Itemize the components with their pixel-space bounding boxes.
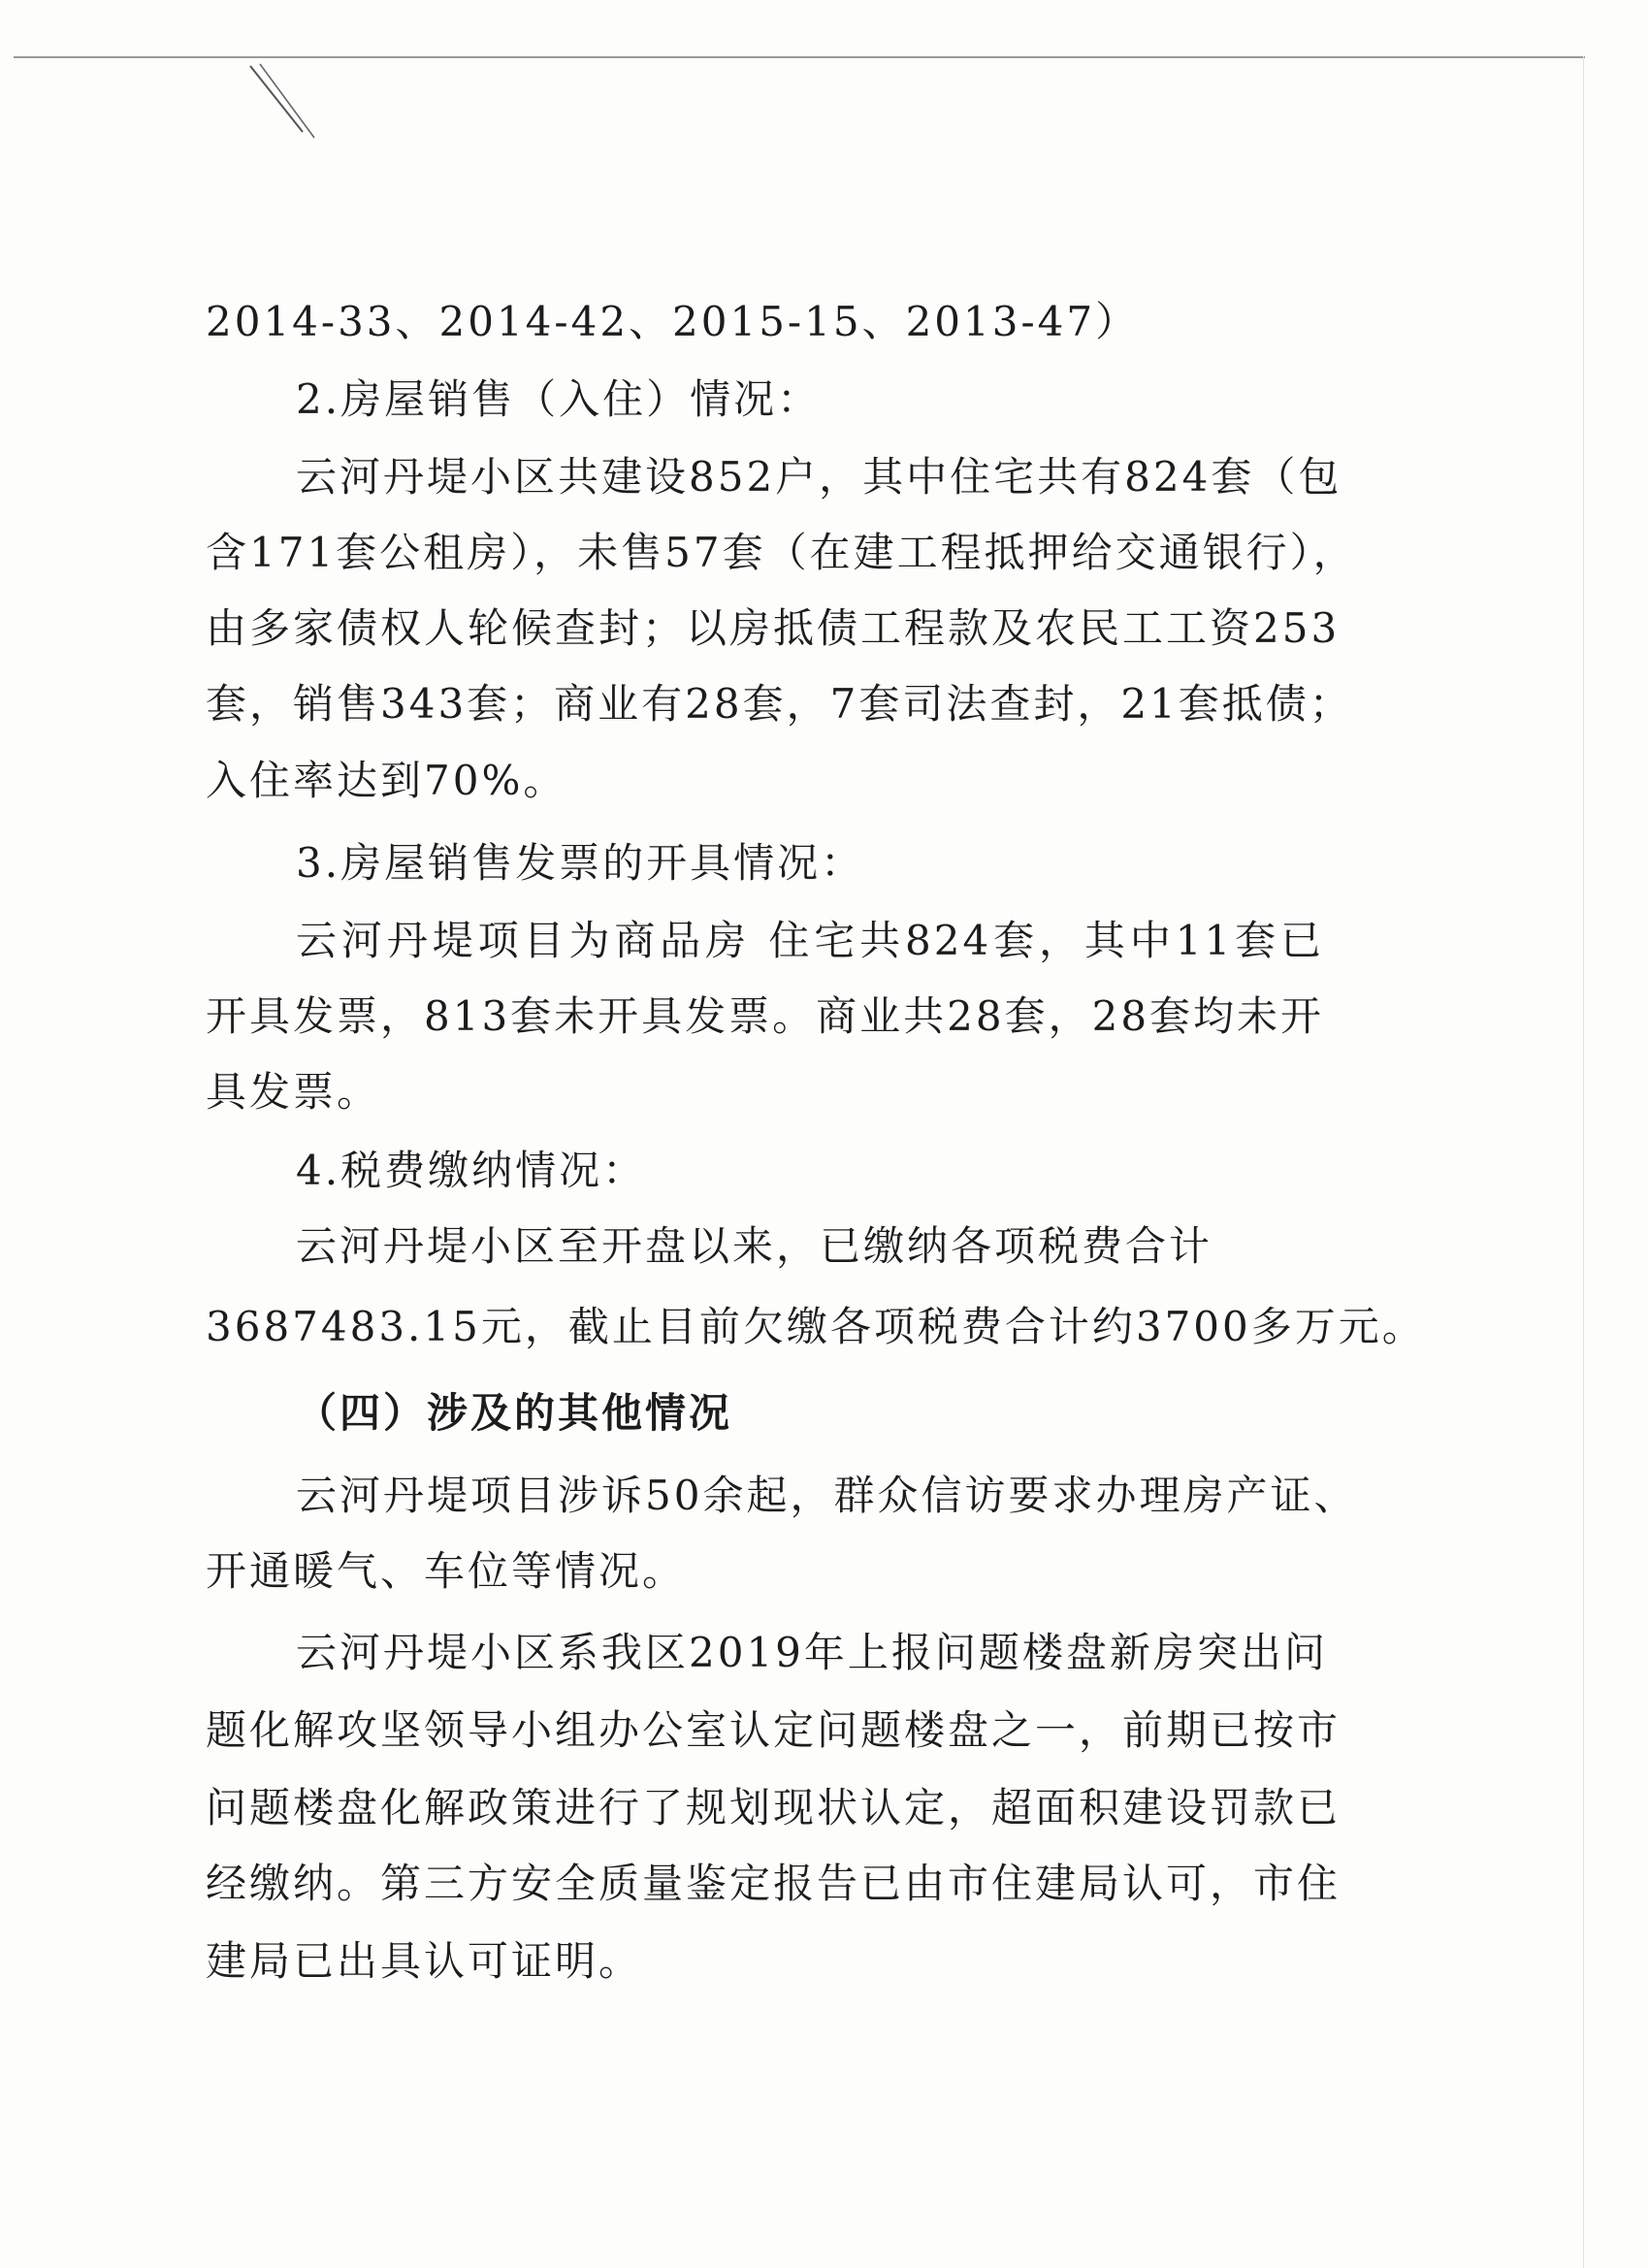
paragraph-line: 建局已出具认可证明。 xyxy=(206,1937,643,1985)
paragraph-line: 3687483.15元，截止目前欠缴各项税费合计约3700多万元。 xyxy=(206,1303,1426,1350)
heading-tax-payment: 4.税费缴纳情况： xyxy=(296,1147,647,1194)
paragraph-line: 云河丹堤项目为商品房 住宅共824套，其中11套已 xyxy=(296,917,1324,964)
heading-invoice-status: 3.房屋销售发票的开具情况： xyxy=(296,839,865,887)
paragraph-line: 问题楼盘化解政策进行了规划现状认定，超面积建设罚款已 xyxy=(206,1784,1342,1831)
paragraph-line: 具发票。 xyxy=(206,1068,381,1116)
paragraph-line: 云河丹堤小区至开盘以来，已缴纳各项税费合计 xyxy=(296,1222,1213,1270)
right-page-edge xyxy=(1583,56,1584,2268)
paragraph-line: 开通暖气、车位等情况。 xyxy=(206,1547,687,1595)
reference-numbers-line: 2014-33、2014-42、2015-15、2013-47） xyxy=(206,298,1140,345)
top-border-line xyxy=(14,56,1585,58)
paragraph-line: 题化解攻坚领导小组办公室认定问题楼盘之一，前期已按市 xyxy=(206,1706,1342,1754)
paragraph-line: 开具发票，813套未开具发票。商业共28套，28套均未开 xyxy=(206,992,1325,1040)
paragraph-line: 经缴纳。第三方安全质量鉴定报告已由市住建局认可，市住 xyxy=(206,1860,1342,1907)
paragraph-line: 套，销售343套；商业有28套，7套司法查封，21套抵债； xyxy=(206,680,1353,728)
paragraph-line: 由多家债权人轮候查封；以房抵债工程款及农民工工资253 xyxy=(206,604,1341,652)
heading-house-sales: 2.房屋销售（入住）情况： xyxy=(296,375,822,423)
paragraph-line: 云河丹堤小区系我区2019年上报问题楼盘新房突出问 xyxy=(296,1629,1328,1676)
paragraph-line: 入住率达到70%。 xyxy=(206,757,567,804)
paragraph-line: 含171套公租房），未售57套（在建工程抵押给交通银行）， xyxy=(206,529,1357,576)
pen-stroke-marks xyxy=(242,60,330,147)
paragraph-line: 云河丹堤小区共建设852户，其中住宅共有824套（包 xyxy=(296,453,1342,501)
paragraph-line: 云河丹堤项目涉诉50余起，群众信访要求办理房产证、 xyxy=(296,1472,1358,1519)
section-heading-other: （四）涉及的其他情况 xyxy=(296,1389,733,1437)
